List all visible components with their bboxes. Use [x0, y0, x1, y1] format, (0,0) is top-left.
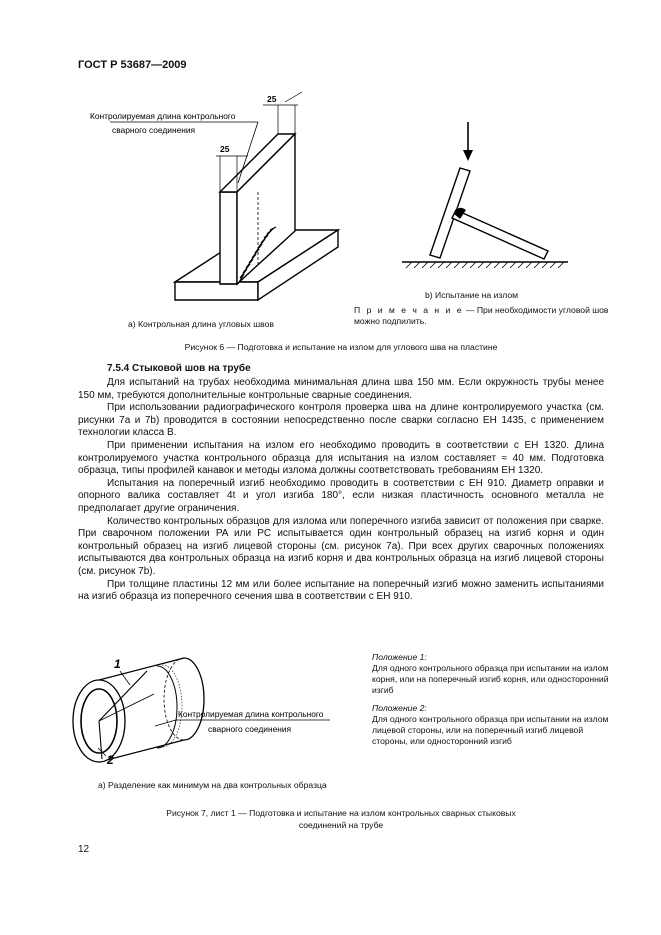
marker-2: 2 [107, 753, 114, 767]
position1-title: Положение 1: [372, 652, 427, 662]
fig6-dim-side: 25 [220, 144, 230, 154]
fig7-control-length-label-line1: Контролируемая длина контрольного [178, 709, 324, 719]
section-title: 7.5.4 Стыковой шов на трубе [107, 363, 251, 374]
paragraph: Испытания на поперечный изгиб необходимо проводить в соответствии с ЕН 910. Диаметр оправки и опорного валика составляет 4t и угол изгиба 180°, если низкая пластичность основного металла не предполагает другие ограничения. [78, 477, 604, 514]
pipe-back-end [184, 658, 204, 740]
fig6-control-length-label-line1: Контролируемая длина контрольного [90, 111, 236, 121]
positions-legend [372, 652, 612, 747]
fig7-caption-line2: соединений на трубе [298, 820, 384, 830]
base-plate-front [175, 282, 258, 300]
paragraph: При толщине пластины 12 мм или более испытание на поперечный изгиб можно заменить испытаниями на изгиб образца из поперечного сечения шва в соответствии с ЕН 910. [78, 578, 604, 603]
page-number: 12 [78, 844, 90, 855]
figure7a-drawing [62, 650, 372, 775]
fig6-note [354, 305, 612, 327]
upright-plate-front [220, 192, 237, 284]
section-body [78, 377, 604, 604]
figure6a-drawing [80, 88, 350, 318]
fig6-caption-b: b) Испытание на излом [425, 290, 519, 300]
fig7-caption-line1: Рисунок 7, лист 1 — Подготовка и испытание на излом контрольных сварных стыковых [166, 808, 516, 818]
horizontal-plate [452, 210, 548, 259]
fig7-control-length-label-line2: сварного соединения [208, 724, 292, 734]
force-arrow-head [463, 150, 473, 161]
figure6b-drawing [400, 118, 570, 278]
fig6-dim-top: 25 [267, 94, 277, 104]
position1-text: Для одного контрольного образца при испытании на излом корня, или на поперечный изгиб корня, или односторонний изгиб [372, 663, 609, 695]
weld-seam [157, 666, 177, 748]
fig6-caption: Рисунок 6 — Подготовка и испытание на излом для углового шва на пластине [184, 342, 498, 352]
paragraph: При применении испытания на излом его необходимо проводить в соответствии с ЕН 1320. Длина контролируемого участка контрольного образца для испытания на излом составляет ≈ 40 мм. Подготовка образца, типы профилей канавок и методы излома должны соответствовать требованиям ЕН 1320. [78, 439, 604, 477]
fig7-caption-a: a) Разделение как минимум на два контрольных образца [98, 780, 327, 790]
fig6-control-length-label-line2: сварного соединения [112, 125, 196, 135]
fig6-note-text: — При необходимости угловой шов можно подпилить. [354, 305, 609, 326]
document-header: ГОСТ Р 53687—2009 [78, 59, 187, 71]
position2-title: Положение 2: [372, 703, 427, 713]
paragraph: Для испытаний на трубах необходима минимальная длина шва 150 мм. Если окружность трубы менее 150 мм, требуются дополнительные контрольные сварные соединения. [78, 377, 604, 401]
fig6-caption-a: a) Контрольная длина угловых швов [128, 319, 274, 329]
marker-1: 1 [114, 657, 121, 671]
position2-text: Для одного контрольного образца при испытании на излом лицевой стороны, или на поперечный изгиб лицевой стороны, или односторонний изгиб [372, 714, 609, 746]
fig6-note-label: П р и м е ч а н и е [354, 305, 464, 315]
paragraph: Количество контрольных образцов для излома или поперечного изгиба зависит от положения при сварке. При сварочном положении PA или PC испытывается один контрольный образец на изгиб корня и один контрольный образец на изгиб лицевой стороны (см. рисунок 7а). При всех других сварочных положениях испытываются два контрольных образца на изгиб корня и два контрольных образца на изгиб лицевой стороны (см. рисунок 7b). [78, 515, 604, 577]
fig7-caption [78, 807, 604, 831]
paragraph: При использовании радиографического контроля проверка шва на длине контролируемого участка (см. рисунки 7а и 7b) проводится в состоянии непосредственно после сварки согласно ЕН 1435, с применением технологии класса В. [78, 402, 604, 439]
